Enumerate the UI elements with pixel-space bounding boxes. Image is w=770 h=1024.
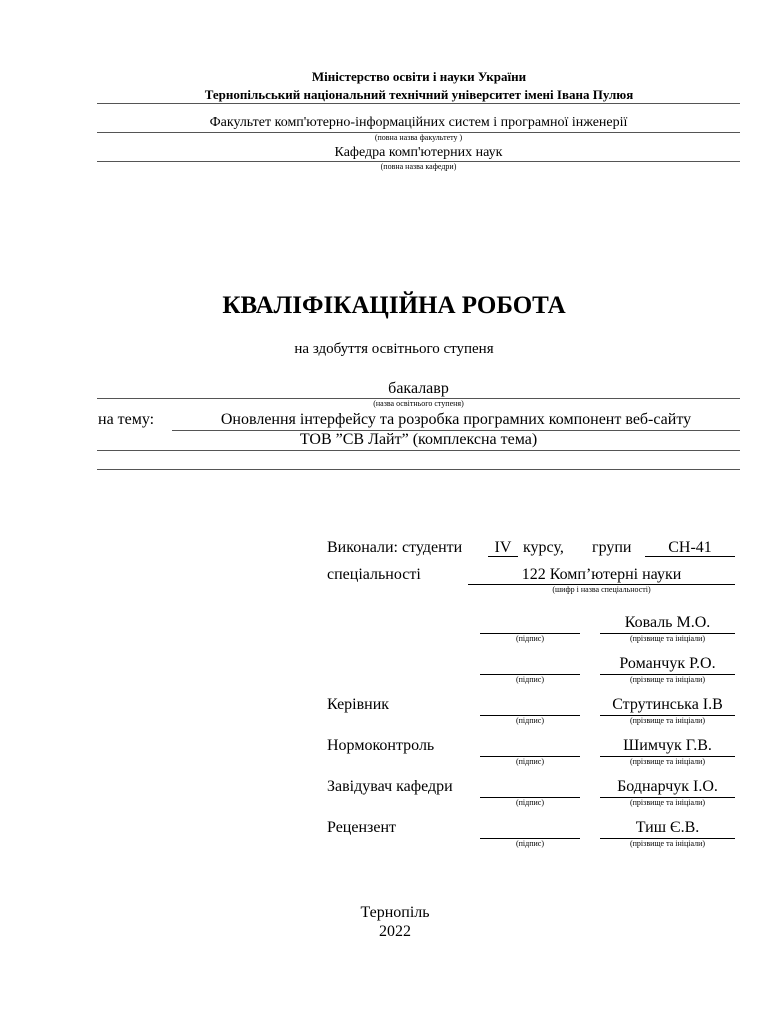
signature-caption: (підпис)	[515, 839, 544, 848]
topic-line-2: ТОВ ”СВ Лайт” (комплексна тема)	[299, 431, 538, 448]
signatory-name: Струтинська І.В	[612, 696, 723, 713]
signatory-name: Боднарчук І.О.	[617, 778, 718, 795]
signature-caption: (підпис)	[515, 675, 544, 684]
faculty-name: Факультет комп'ютерно-інформаційних систем і програмної інженерії	[209, 115, 628, 130]
divider	[97, 103, 740, 104]
department-name: Кафедра комп'ютерних наук	[334, 145, 503, 160]
signatory-role: Керівник	[327, 696, 390, 713]
city: Тернопіль	[360, 904, 430, 921]
document-subtitle: на здобуття освітнього ступеня	[294, 341, 494, 357]
specialty-value: 122 Комп’ютерні науки	[521, 566, 682, 583]
course-underline	[488, 556, 518, 557]
divider	[97, 469, 740, 470]
ministry-name: Міністерство освіти і науки України	[311, 69, 527, 84]
signatory-name: Коваль М.О.	[624, 614, 711, 631]
department-caption: (повна назва кафедри)	[380, 162, 457, 171]
topic-label: на тему:	[98, 411, 155, 428]
specialty-label: спеціальності	[327, 566, 421, 583]
students-label: Виконали: студенти	[327, 539, 463, 556]
course-word: курсу,	[523, 539, 564, 556]
signatory-role: Нормоконтроль	[327, 737, 435, 754]
signature-caption: (підпис)	[515, 634, 544, 643]
name-caption: (прізвище та ініціали)	[629, 675, 706, 684]
signatory-role: Рецензент	[327, 819, 396, 836]
name-caption: (прізвище та ініціали)	[629, 716, 706, 725]
signatory-name: Романчук Р.О.	[619, 655, 716, 672]
name-caption: (прізвище та ініціали)	[629, 839, 706, 848]
group-underline	[645, 556, 735, 557]
signatory-name: Шимчук Г.В.	[623, 737, 712, 754]
divider	[97, 450, 740, 451]
signatory-role: Завідувач кафедри	[327, 778, 453, 795]
year: 2022	[379, 923, 411, 940]
document-title: КВАЛІФІКАЦІЙНА РОБОТА	[222, 292, 566, 319]
name-caption: (прізвище та ініціали)	[629, 634, 706, 643]
specialty-caption: (шифр і назва спеціальності)	[552, 585, 651, 594]
signature-caption: (підпис)	[515, 798, 544, 807]
group-value: СН-41	[668, 539, 712, 556]
name-caption: (прізвище та ініціали)	[629, 757, 706, 766]
signature-caption: (підпис)	[515, 716, 544, 725]
signatory-name: Тиш Є.В.	[635, 819, 700, 836]
course-value: IV	[494, 539, 512, 556]
name-caption: (прізвище та ініціали)	[629, 798, 706, 807]
faculty-caption: (повна назва факультету )	[374, 133, 463, 142]
university-name: Тернопільський національний технічний університет імені Івана Пулюя	[204, 87, 634, 102]
group-label: групи	[592, 539, 632, 556]
signature-caption: (підпис)	[515, 757, 544, 766]
degree-caption: (назва освітнього ступеня)	[373, 399, 464, 408]
topic-line-1: Оновлення інтерфейсу та розробка програмних компонент веб-сайту	[220, 411, 692, 428]
degree: бакалавр	[388, 380, 449, 397]
